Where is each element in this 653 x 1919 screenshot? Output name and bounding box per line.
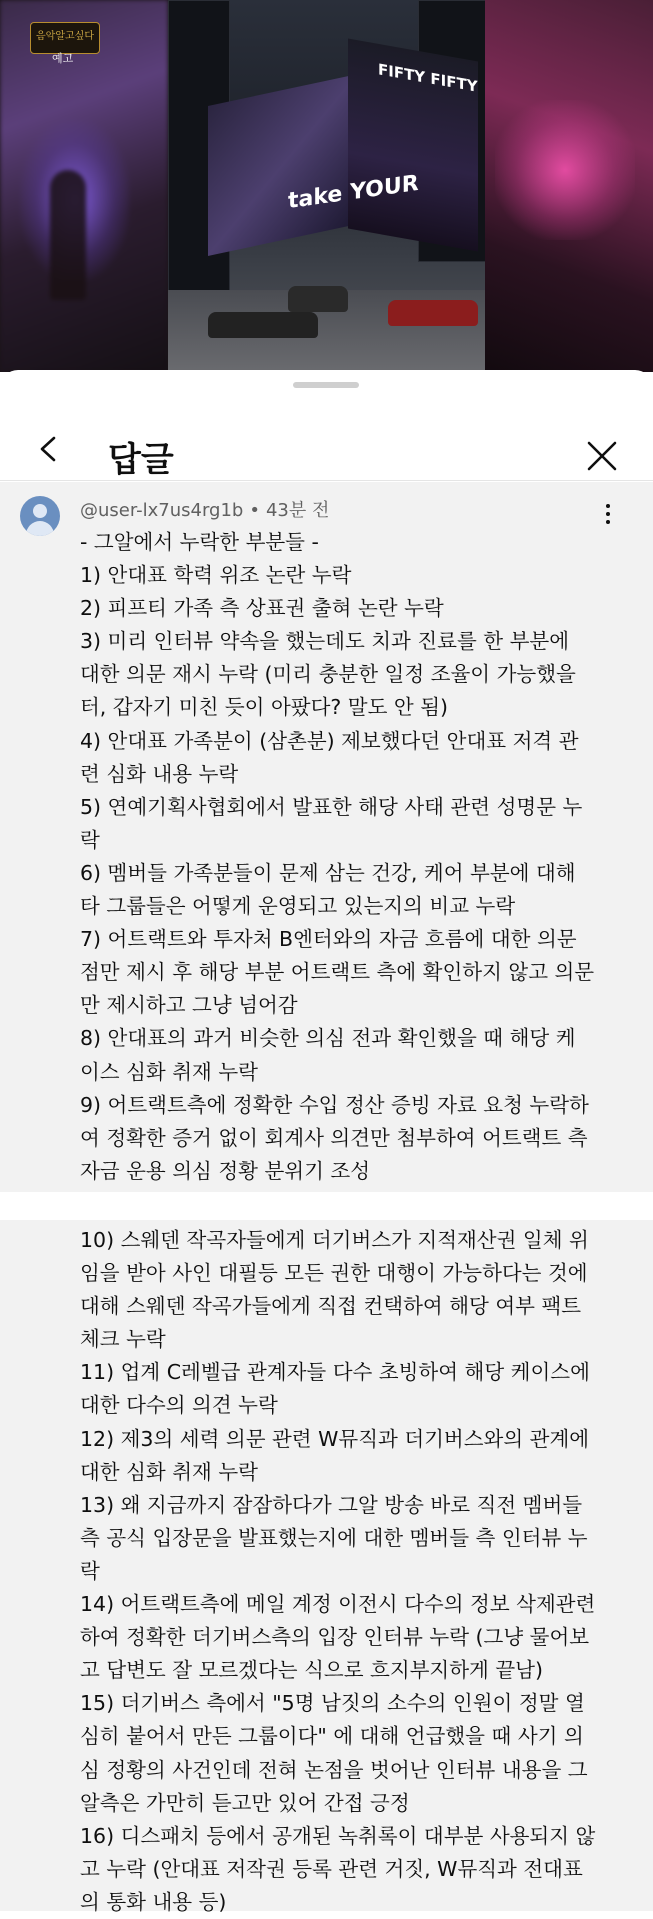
sheet-header: [0, 400, 653, 480]
comment-text-part2: [80, 1224, 620, 1919]
comment-line: 7) 어트랙트와 투자처 B엔터와의 자금 흐름에 대한 의문: [80, 927, 577, 952]
drag-handle[interactable]: [293, 382, 359, 388]
section-gap: [0, 1192, 653, 1220]
comment-author[interactable]: @user-lx7us4rg1b: [80, 500, 244, 521]
replies-sheet: [0, 370, 653, 1914]
video-player[interactable]: [0, 0, 653, 372]
comment-line: 5) 연예기획사협회에서 발표한 해당 사태 관련 성명문 누: [80, 794, 583, 819]
comment-line: 련 심화 내용 누락: [80, 761, 239, 786]
comment-meta: [80, 496, 329, 522]
billboard-left: [208, 74, 358, 256]
comment-line: 14) 어트랙트측에 메일 계정 이전시 다수의 정보 삭제관련: [80, 1592, 596, 1617]
close-icon[interactable]: [586, 440, 618, 472]
comment-line: 하여 정확한 더기버스측의 입장 인터뷰 누락 (그냥 물어보: [80, 1625, 590, 1650]
comment-line: 4) 안대표 가족분이 (삼촌분) 제보했다던 안대표 저격 관: [80, 728, 579, 753]
comment-line: 8) 안대표의 과거 비슷한 의심 전과 확인했을 때 해당 케: [80, 1026, 576, 1051]
comment-line: 3) 미리 인터뷰 약속을 했는데도 치과 진료를 한 부분에: [80, 629, 570, 654]
comment-line: 고 답변도 잘 모르겠다는 식으로 흐지부지하게 끝남): [80, 1658, 543, 1683]
comment-line: 터, 갑자기 미친 듯이 아팠다? 말도 안 됨): [80, 695, 449, 720]
comment-line: 점만 제시 후 해당 부분 어트랙트 측에 확인하지 않고 의문: [80, 960, 595, 985]
comment-line: 락: [80, 1558, 100, 1583]
meta-separator: •: [249, 500, 260, 521]
avatar[interactable]: [20, 496, 60, 536]
comment-line: 11) 업계 C레벨급 관계자들 다수 초빙하여 해당 케이스에: [80, 1360, 590, 1385]
billboard-text: FIFTY FIFTY: [378, 60, 478, 96]
comment-line: 만 제시하고 그냥 넘어감: [80, 993, 298, 1018]
comment-line: 12) 제3의 세력 의문 관련 W뮤직과 더기버스와의 관계에: [80, 1426, 590, 1451]
comment-line: 의 통화 내용 등): [80, 1889, 227, 1914]
comment-line: 9) 어트랙트측에 정확한 수입 정산 증빙 자료 요청 누락하: [80, 1092, 589, 1117]
comment-line: 고 누락 (안대표 저작권 등록 관련 거짓, W뮤직과 전대표: [80, 1856, 583, 1881]
comment-line: 락: [80, 827, 100, 852]
back-arrow-icon[interactable]: [36, 436, 62, 462]
header-divider: [0, 480, 653, 481]
comment-text-part1: [80, 526, 620, 1188]
comment-line: 대한 다수의 의견 누락: [80, 1393, 278, 1418]
comment-line: 임을 받아 사인 대필등 모든 권한 대행이 가능하다는 것에: [80, 1261, 588, 1286]
comment-line: - 그알에서 누락한 부분들 -: [80, 530, 319, 554]
comment-line: 10) 스웨덴 작곡자들에게 더기버스가 지적재산권 일체 위: [80, 1228, 589, 1252]
comment-line: 심히 붙어서 만든 그룹이다" 에 대해 언급했을 때 사기 의: [80, 1724, 584, 1749]
comment-line: 이스 심화 취재 누락: [80, 1059, 258, 1084]
comment-line: 대한 의문 재시 누락 (미리 충분한 일정 조율이 가능했을: [80, 662, 576, 687]
comment-line: 1) 안대표 학력 위조 논란 누락: [80, 563, 352, 588]
comment-time: 43분 전: [265, 500, 330, 521]
sheet-title: 답글: [108, 440, 174, 480]
comment-line: 측 공식 입장문을 발표했는지에 대한 멤버들 측 인터뷰 누: [80, 1525, 588, 1550]
comment-line: 대해 스웨덴 작곡가들에게 직접 컨택하여 해당 여부 팩트: [80, 1294, 582, 1319]
comment-line: 심 정황의 사건인데 전혀 논점을 벗어난 인터뷰 내용을 그: [80, 1757, 588, 1782]
comment-line: 15) 더기버스 측에서 "5명 남짓의 소수의 인원이 정말 열: [80, 1691, 585, 1716]
video-blur-left: [0, 0, 168, 372]
comment-line: 자금 운용 의심 정황 분위기 조성: [80, 1158, 371, 1183]
channel-badge-sub: 예고: [52, 52, 74, 65]
comment-line: 대한 심화 취재 누락: [80, 1459, 258, 1484]
comment-line: 13) 왜 지금까지 잠잠하다가 그알 방송 바로 직전 멤버들: [80, 1492, 583, 1517]
channel-badge: 음악알고싶다: [30, 22, 100, 54]
comment-line: 2) 피프티 가족 측 상표권 출혀 논란 누락: [80, 596, 444, 621]
comment-line: 알측은 가만히 듣고만 있어 간접 긍정: [80, 1790, 410, 1815]
billboard-take-text: take YOUR: [288, 170, 419, 215]
video-frame: [168, 0, 485, 372]
comment-line: 타 그룹들은 어떻게 운영되고 있는지의 비교 누락: [80, 894, 516, 919]
comment-block: [0, 482, 653, 1192]
comment-block-continued: [0, 1220, 653, 1914]
comment-line: 여 정확한 증거 없이 회계사 의견만 첨부하여 어트랙트 측: [80, 1125, 588, 1150]
comment-line: 16) 디스패치 등에서 공개된 녹취록이 대부분 사용되지 않: [80, 1823, 596, 1848]
comment-line: 6) 멤버들 가족분들이 문제 삼는 건강, 케어 부분에 대해: [80, 860, 576, 885]
video-blur-right: [485, 0, 653, 372]
comment-line: 체크 누락: [80, 1327, 166, 1352]
